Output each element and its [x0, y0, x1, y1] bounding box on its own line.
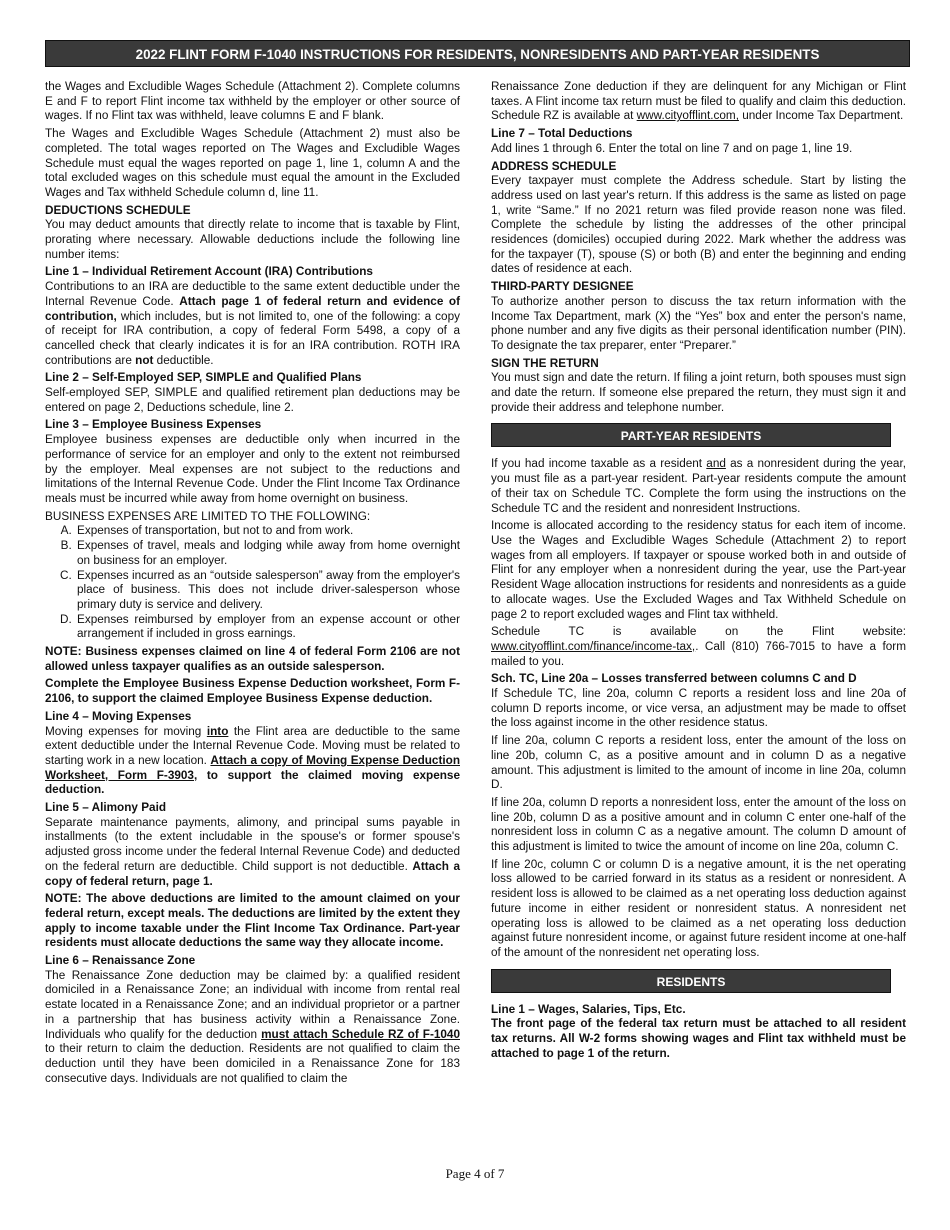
line6-text: The Renaissance Zone deduction may be claimed by: a qualified resident domiciled in a Renaissance Zone; an individual with income from rental real estate located in a Renaissance Zone; and an individual proprietor or a partner in a partnership that has business activity within a Renaissance Zone. Individuals who qualify for the deduction must attach Schedule RZ of F-1040 to their return to claim the deduction. Residents are not qualified to claim the deduction until they have been domiciled in a Renaissance Zone for 183 consecutive days. Individuals are not qualified to claim the	[45, 968, 460, 1085]
paragraph: If line 20c, column C or column D is a negative amount, it is the net operating loss allowed to be carried forward in its status as a resident or nonresident. A resident loss is allowed to be claimed as a net operating loss deduction against future income in either resident or nonresident status. A nonresident net operating loss is allowed to be claimed as a net operating loss deduction against future nonresident income, or against future resident income at one-half of the amount of the nonresident net operating loss.	[491, 857, 906, 959]
paragraph: Schedule TC is available on the Flint website: www.cityofflint.com/finance/income-tax,. Call (810) 766-7015 to have a form mailed to you.	[491, 625, 906, 668]
line4-text: Moving expenses for moving into the Flint area are deductible to the same extent deductible under the Internal Revenue Code. Moving must be related to starting work in a new location. Attach a copy of Moving Expense Deduction Worksheet, Form F-3903, to support the claimed moving expense deduction.	[45, 724, 460, 797]
note: NOTE: Business expenses claimed on line 4 of federal Form 2106 are not allowed unless taxpayer qualifies as an outside salesperson.	[45, 645, 460, 673]
paragraph: If Schedule TC, line 20a, column C reports a resident loss and line 20a of column D reports income, or vice versa, an adjustment may be made to offset the loss against income in the other residence status.	[491, 687, 906, 730]
paragraph: You may deduct amounts that directly relate to income that is taxable by Flint, prorating where necessary. Allowable deductions include the following line number items:	[45, 218, 460, 261]
paragraph: Income is allocated according to the residency status for each item of income. Use the Wages and Excludible Wages Schedule (Attachment 2) to report wages from all employers. If taxpayer or spouse worked both in and outside of Flint for any employer when a nonresident during the year, use the Part-year Resident Wage allocation instructions for residents and nonresidents as a guide to allocate wages. Use the Excluded Wages and Tax Withheld Schedule on page 2 to report excluded wages and Flint tax withheld.	[491, 519, 906, 621]
business-expenses-heading: BUSINESS EXPENSES ARE LIMITED TO THE FOLLOWING:	[45, 509, 371, 523]
line1-text: Contributions to an IRA are deductible to the same extent deductible under the Internal Revenue Code. Attach page 1 of federal return and evidence of contribution, which includes, but is not limited to, one of the following: a copy of receipt for IRA contribution, a copy of federal Form 5498, a copy of a cancelled check that clearly indicates it is for an IRA contribution. ROTH IRA contributions are not deductible.	[45, 280, 460, 367]
line4-heading: Line 4 – Moving Expenses	[45, 709, 192, 723]
line3-heading: Line 3 – Employee Business Expenses	[45, 418, 262, 432]
line5-text: Separate maintenance payments, alimony, and principal sums payable in installments (to the extent includable in the spouse's or former spouse's adjusted gross income under the federal Internal Revenue Code) and deducted on the federal return are deductible. Child support is not deductible. Attach a copy of federal return, page 1.	[45, 815, 461, 888]
list-item: D. Expenses reimbursed by employer from an expense account or other arrangement if included in gross earnings.	[75, 613, 460, 642]
third-party-heading: THIRD-PARTY DESIGNEE	[491, 280, 634, 294]
line2-heading: Line 2 – Self-Employed SEP, SIMPLE and Qualified Plans	[45, 371, 362, 385]
income-tax-link[interactable]: www.cityofflint.com/finance/income-tax,	[491, 639, 696, 653]
cityofflint-link[interactable]: www.cityofflint.com,	[636, 109, 739, 123]
paragraph: Self-employed SEP, SIMPLE and qualified retirement plan deductions may be entered on page 2, Deductions schedule, line 2.	[45, 386, 460, 414]
note: Complete the Employee Business Expense Deduction worksheet, Form F-2106, to support the claimed Employee Business Expense deduction.	[45, 677, 460, 706]
list-item: C. Expenses incurred as an “outside salesperson” away from the employer's place of business. This does not include driver-salesperson whose primary duty is service and delivery.	[75, 569, 460, 613]
paragraph: Every taxpayer must complete the Address schedule. Start by listing the address used on last year's return. If this address is the same as listed on page 1, write “Same.” If no 2021 return was filed provide reason none was filed. Complete the schedule by listing the addresses of the other principal residences (domiciles) occupied during 2022. Mark whether the address was for the taxpayer (T), spouse (S) or both (B) and enter the beginning and ending dates of residence at each.	[491, 174, 906, 276]
sch-tc-heading: Sch. TC, Line 20a – Losses transferred between columns C and D	[491, 672, 857, 686]
paragraph: Employee business expenses are deductible only when incurred in the performance of service for an employer and only to the extent not reimbursed by the employer. Meal expenses are not subject to the reductions and limitations of the Internal Revenue Code. Under the Flint Income Tax Ordinance meals must be incurred while away from home overnight on business.	[45, 433, 460, 505]
business-expenses-list	[45, 524, 460, 642]
page-title-banner: 2022 FLINT FORM F-1040 INSTRUCTIONS FOR RESIDENTS, NONRESIDENTS AND PART-YEAR RESIDENTS	[45, 40, 910, 67]
paragraph: If you had income taxable as a resident and as a nonresident during the year, you must file as a part-year resident. Part-year residents compute the amount of their tax on Schedule TC. Complete the form using the instructions on the Schedule TC and the resident and nonresident Instructions.	[491, 457, 906, 515]
paragraph: If line 20a, column C reports a resident loss, enter the amount of the loss on line 20b, column C, as a positive amount and in column D as a negative amount. This adjustment is limited to the amount of income in line 20a, column D.	[491, 734, 906, 792]
right-column	[491, 80, 906, 1064]
line1-heading: Line 1 – Individual Retirement Account (IRA) Contributions	[45, 265, 373, 279]
resident-line1-heading: Line 1 – Wages, Salaries, Tips, Etc.	[491, 1002, 686, 1016]
paragraph: You must sign and date the return. If filing a joint return, both spouses must sign and date the return. If someone else prepared the return, they must sign it and provide their address and telephone number.	[491, 371, 906, 414]
sign-heading: SIGN THE RETURN	[491, 356, 599, 370]
paragraph: the Wages and Excludible Wages Schedule (Attachment 2). Complete columns E and F to report Flint income tax withheld by the employer or other source of wages. If no Flint tax was withheld, leave columns E and F blank.	[45, 80, 460, 123]
paragraph: Add lines 1 through 6. Enter the total on line 7 and on page 1, line 19.	[491, 141, 853, 155]
part-year-residents-bar: PART-YEAR RESIDENTS	[491, 423, 891, 447]
line6-heading: Line 6 – Renaissance Zone	[45, 954, 196, 968]
rz-text: Renaissance Zone deduction if they are delinquent for any Michigan or Flint taxes. A Flint income tax return must be filed to qualify and claim this deduction. Schedule RZ is available at www.cityofflint.com, under Income Tax Department.	[491, 80, 906, 123]
line5-heading: Line 5 – Alimony Paid	[45, 801, 167, 815]
paragraph: If line 20a, column D reports a nonresident loss, enter the amount of the loss on line 20b, column D as a positive amount and in column C enter one-half of the nonresident loss in column C as a negative amount. The column D amount of this adjustment is limited to twice the amount of income on line 20a, column C.	[491, 795, 906, 854]
line7-heading: Line 7 – Total Deductions	[491, 127, 633, 141]
deductions-schedule-heading: DEDUCTIONS SCHEDULE	[45, 203, 191, 217]
paragraph: The front page of the federal tax return must be attached to all resident tax returns. All W-2 forms showing wages and Flint tax withheld must be attached to page 1 of the return.	[491, 1017, 906, 1060]
address-schedule-heading: ADDRESS SCHEDULE	[491, 159, 617, 173]
note: NOTE: The above deductions are limited to the amount claimed on your federal return, except meals. The deductions are limited by the extent they apply to income taxable under the Flint Income Tax Ordinance. Part-year residents must allocate deductions the same way they allocate income.	[45, 892, 460, 950]
list-item: A. Expenses of transportation, but not to and from work.	[75, 524, 460, 539]
page-number: Page 4 of 7	[445, 1166, 505, 1181]
residents-bar: RESIDENTS	[491, 969, 891, 993]
left-column	[45, 80, 460, 1089]
paragraph: To authorize another person to discuss the tax return information with the Income Tax Department, mark (X) the “Yes” box and enter the person's name, phone number and any five digits as their personal identification number (PIN). To designate the tax preparer, enter “Preparer.”	[491, 294, 906, 352]
list-item: B. Expenses of travel, meals and lodging while away from home overnight on business for an employer.	[75, 539, 460, 568]
paragraph: The Wages and Excludible Wages Schedule (Attachment 2) must also be completed. The total wages reported on The Wages and Excludible Wages Schedule must equal the wages reported on page 1, line 1, column A and the total excluded wages on this schedule must equal the amount in the Excluded Wages and Tax withheld Schedule column d, line 11.	[45, 127, 460, 199]
